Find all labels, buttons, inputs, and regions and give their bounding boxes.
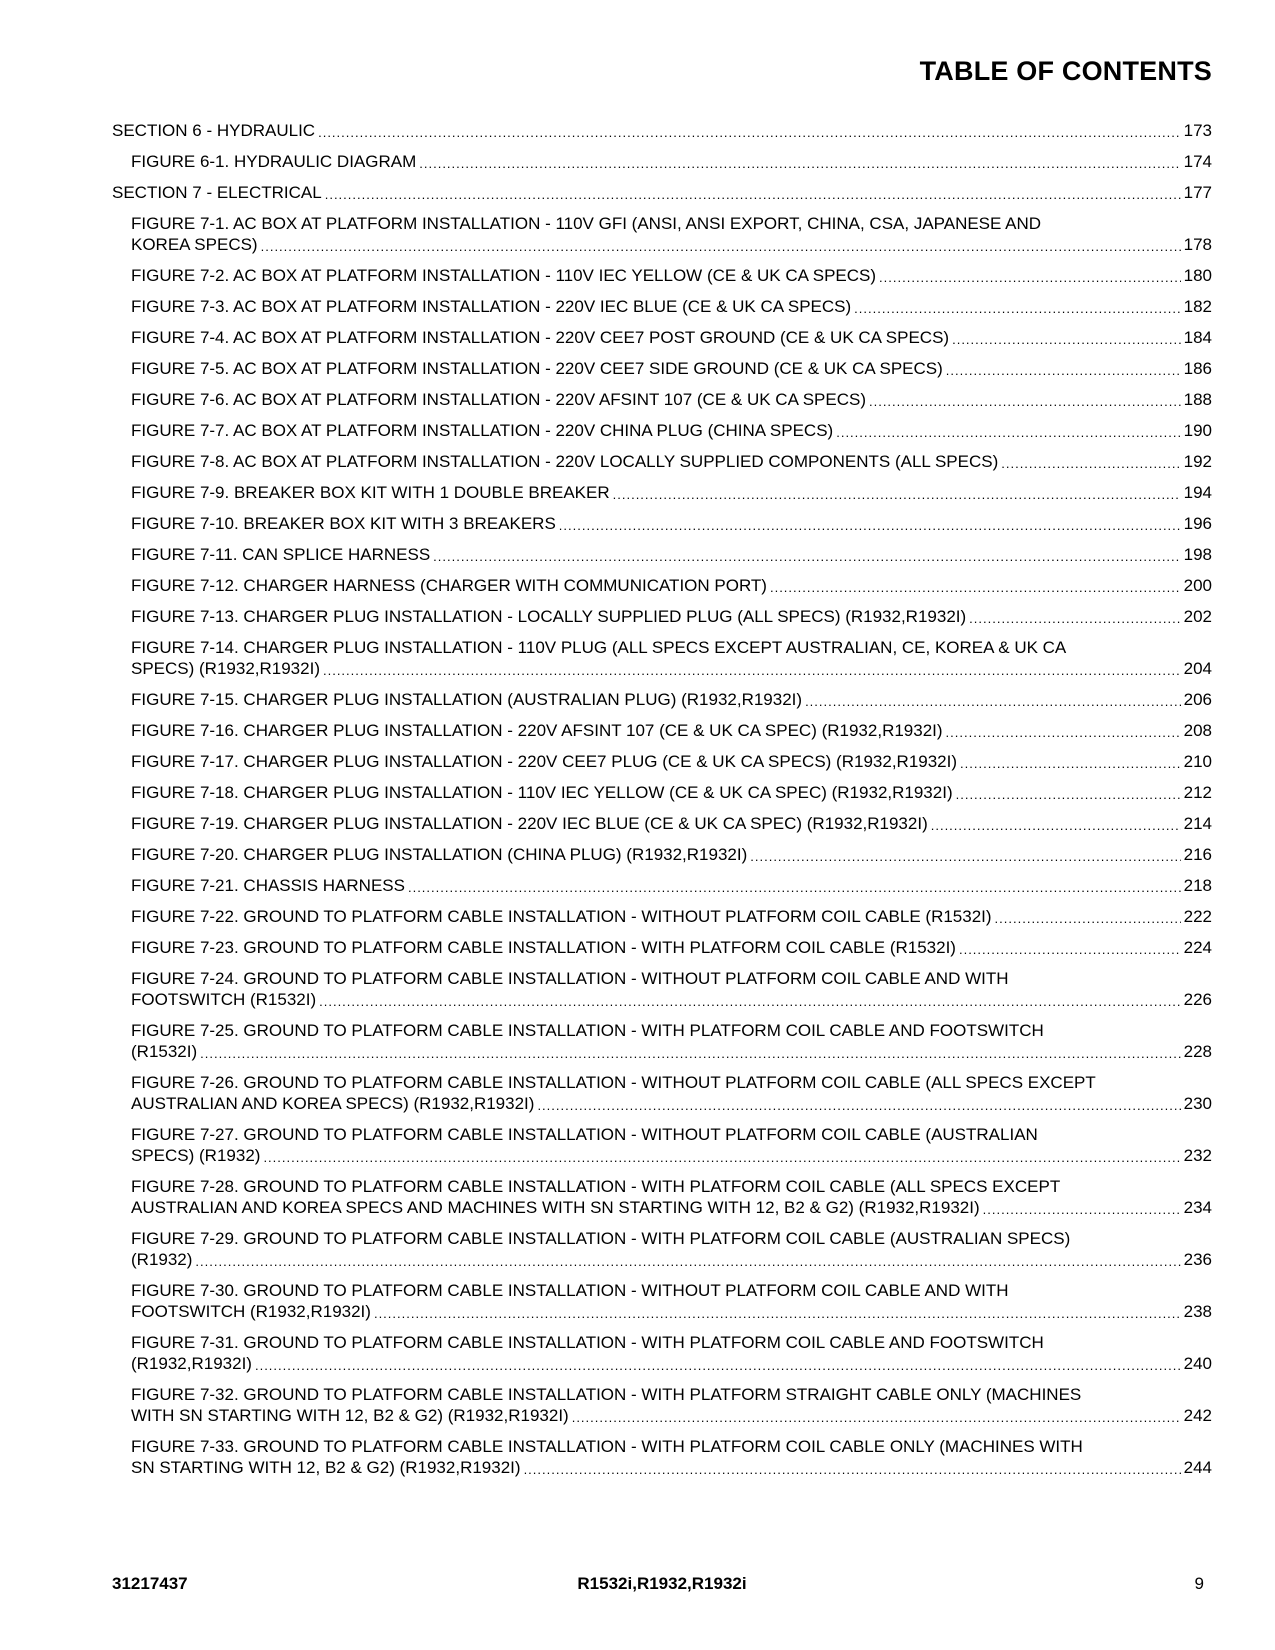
entry-line (131, 906, 1212, 927)
entry-page-number: 214 (1183, 814, 1212, 833)
entry-title: FIGURE 7-19. CHARGER PLUG INSTALLATION - 220V IEC BLUE (CE & UK CA SPEC) (R1932,R1932I) (131, 814, 928, 833)
entry-line (131, 1093, 1212, 1114)
entry-page-number: 218 (1183, 876, 1212, 895)
toc-figure-entry[interactable] (112, 1332, 1212, 1374)
dot-leader (750, 844, 1180, 865)
dot-leader (319, 989, 1181, 1010)
entry-page-number: 230 (1183, 1094, 1212, 1113)
dot-leader (318, 120, 1181, 141)
entry-title: FIGURE 7-12. CHARGER HARNESS (CHARGER WITH COMMUNICATION PORT) (131, 576, 767, 595)
entry-page-number: 182 (1183, 297, 1212, 316)
entry-title: FIGURE 6-1. HYDRAULIC DIAGRAM (131, 152, 417, 171)
dot-leader (255, 1353, 1181, 1374)
entry-page-number: 216 (1183, 845, 1212, 864)
entry-title-line: FIGURE 7-27. GROUND TO PLATFORM CABLE INSTALLATION - WITHOUT PLATFORM COIL CABLE (AUSTRALIAN (131, 1125, 1038, 1144)
dot-leader (408, 875, 1181, 896)
toc-figure-entry[interactable] (112, 875, 1212, 896)
entry-title: FIGURE 7-9. BREAKER BOX KIT WITH 1 DOUBLE BREAKER (131, 483, 610, 502)
entry-title-line: FIGURE 7-1. AC BOX AT PLATFORM INSTALLATION - 110V GFI (ANSI, ANSI EXPORT, CHINA, CSA, JAPANESE AND (131, 214, 1042, 233)
dot-leader (869, 389, 1181, 410)
dot-leader (263, 1145, 1180, 1166)
dot-leader (374, 1301, 1181, 1322)
dot-leader (261, 234, 1181, 255)
entry-page-number: 198 (1183, 545, 1212, 564)
entry-title: SECTION 7 - ELECTRICAL (112, 183, 322, 202)
entry-title: FIGURE 7-6. AC BOX AT PLATFORM INSTALLATION - 220V AFSINT 107 (CE & UK CA SPECS) (131, 390, 866, 409)
toc-figure-entry[interactable] (112, 451, 1212, 472)
entry-title: (R1932,R1932I) (131, 1354, 252, 1373)
entry-title: SECTION 6 - HYDRAULIC (112, 121, 316, 140)
entry-line (131, 358, 1212, 379)
entry-page-number: 202 (1183, 607, 1212, 626)
toc-figure-entry[interactable] (112, 513, 1212, 534)
model-names: R1532i,R1932,R1932i (577, 1574, 747, 1593)
entry-title: FIGURE 7-4. AC BOX AT PLATFORM INSTALLATION - 220V CEE7 POST GROUND (CE & UK CA SPECS) (131, 328, 950, 347)
entry-line (131, 265, 1212, 286)
entry-title: FIGURE 7-20. CHARGER PLUG INSTALLATION (CHINA PLUG) (R1932,R1932I) (131, 845, 748, 864)
entry-line (131, 513, 1212, 534)
entry-line (131, 151, 1212, 172)
entry-page-number: 200 (1183, 576, 1212, 595)
toc-figure-entry[interactable] (112, 968, 1212, 1010)
entry-title: AUSTRALIAN AND KOREA SPECS AND MACHINES WITH SN STARTING WITH 12, B2 & G2) (R1932,R1932I) (131, 1198, 980, 1217)
dot-leader (952, 327, 1181, 348)
entry-page-number: 212 (1183, 783, 1212, 802)
entry-line (131, 296, 1212, 317)
entry-title: FIGURE 7-7. AC BOX AT PLATFORM INSTALLATION - 220V CHINA PLUG (CHINA SPECS) (131, 421, 834, 440)
toc-figure-entry[interactable] (112, 1020, 1212, 1062)
entry-line (131, 813, 1212, 834)
dot-leader (524, 1457, 1181, 1478)
dot-leader (1001, 451, 1180, 472)
dot-leader (946, 358, 1181, 379)
entry-title: FIGURE 7-3. AC BOX AT PLATFORM INSTALLATION - 220V IEC BLUE (CE & UK CA SPECS) (131, 297, 852, 316)
entry-title: FIGURE 7-2. AC BOX AT PLATFORM INSTALLATION - 110V IEC YELLOW (CE & UK CA SPECS) (131, 266, 877, 285)
entry-line (131, 575, 1212, 596)
dot-leader (613, 482, 1181, 503)
entry-title: AUSTRALIAN AND KOREA SPECS) (R1932,R1932I) (131, 1094, 535, 1113)
toc-figure-entry[interactable] (112, 1072, 1212, 1114)
entry-title: KOREA SPECS) (131, 235, 258, 254)
entry-page-number: 226 (1183, 990, 1212, 1009)
entry-line (131, 1145, 1212, 1166)
toc-figure-entry[interactable] (112, 151, 1212, 172)
entry-page-number: 244 (1183, 1458, 1212, 1477)
entry-page-number: 232 (1183, 1146, 1212, 1165)
toc-figure-entry[interactable] (112, 389, 1212, 410)
toc-figure-entry[interactable] (112, 213, 1212, 255)
entry-title-line: FIGURE 7-26. GROUND TO PLATFORM CABLE INSTALLATION - WITHOUT PLATFORM COIL CABLE (ALL SPECS EXCEPT (131, 1073, 1096, 1092)
entry-title: FIGURE 7-22. GROUND TO PLATFORM CABLE INSTALLATION - WITHOUT PLATFORM COIL CABLE (R1532I) (131, 907, 992, 926)
entry-line (131, 875, 1212, 896)
dot-leader (433, 544, 1180, 565)
entry-page-number: 174 (1183, 152, 1212, 171)
toc-figure-entry[interactable] (112, 751, 1212, 772)
dot-leader (419, 151, 1180, 172)
entry-title-line: FIGURE 7-30. GROUND TO PLATFORM CABLE INSTALLATION - WITHOUT PLATFORM COIL CABLE AND WITH (131, 1281, 1009, 1300)
document-number: 31217437 (112, 1574, 188, 1593)
entry-title-line: FIGURE 7-14. CHARGER PLUG INSTALLATION - 110V PLUG (ALL SPECS EXCEPT AUSTRALIAN, CE, KOREA & UK CA (131, 638, 1067, 657)
entry-title: FIGURE 7-8. AC BOX AT PLATFORM INSTALLATION - 220V LOCALLY SUPPLIED COMPONENTS (ALL SPECS) (131, 452, 999, 471)
dot-leader (879, 265, 1181, 286)
toc-figure-entry[interactable] (112, 720, 1212, 741)
toc-figure-entry[interactable] (112, 637, 1212, 679)
entry-page-number: 206 (1183, 690, 1212, 709)
dot-leader (969, 606, 1180, 627)
dot-leader (537, 1093, 1180, 1114)
entry-title-line: FIGURE 7-31. GROUND TO PLATFORM CABLE INSTALLATION - WITH PLATFORM COIL CABLE AND FOOTSWITCH (131, 1333, 1044, 1352)
entry-line (131, 482, 1212, 503)
entry-line (131, 1249, 1212, 1270)
entry-page-number: 240 (1183, 1354, 1212, 1373)
entry-title: FIGURE 7-15. CHARGER PLUG INSTALLATION (AUSTRALIAN PLUG) (R1932,R1932I) (131, 690, 803, 709)
toc-figure-entry[interactable] (112, 906, 1212, 927)
entry-title-line: FIGURE 7-33. GROUND TO PLATFORM CABLE INSTALLATION - WITH PLATFORM COIL CABLE ONLY (MACHINES WITH (131, 1437, 1083, 1456)
entry-page-number: 236 (1183, 1250, 1212, 1269)
entry-title: SPECS) (R1932,R1932I) (131, 659, 320, 678)
entry-title: FIGURE 7-16. CHARGER PLUG INSTALLATION - 220V AFSINT 107 (CE & UK CA SPEC) (R1932,R1932I) (131, 721, 943, 740)
entry-title: SPECS) (R1932) (131, 1146, 261, 1165)
entry-title: FIGURE 7-11. CAN SPLICE HARNESS (131, 545, 431, 564)
entry-line (131, 234, 1212, 255)
entry-page-number: 190 (1183, 421, 1212, 440)
dot-leader (959, 937, 1181, 958)
entry-line (131, 420, 1212, 441)
toc-figure-entry[interactable] (112, 606, 1212, 627)
entry-page-number: 210 (1183, 752, 1212, 771)
dot-leader (995, 906, 1181, 927)
entry-line (131, 658, 1212, 679)
table-of-contents (112, 110, 1212, 1478)
entry-page-number: 180 (1183, 266, 1212, 285)
entry-line (131, 1197, 1212, 1218)
entry-line (131, 1457, 1212, 1478)
entry-page-number: 204 (1183, 659, 1212, 678)
toc-section-entry[interactable] (112, 182, 1212, 203)
toc-figure-entry[interactable] (112, 782, 1212, 803)
entry-line (131, 389, 1212, 410)
page-number: 9 (1194, 1574, 1204, 1593)
entry-title: FIGURE 7-21. CHASSIS HARNESS (131, 876, 405, 895)
entry-title: FIGURE 7-18. CHARGER PLUG INSTALLATION - 110V IEC YELLOW (CE & UK CA SPEC) (R1932,R1932I) (131, 783, 953, 802)
entry-line (112, 120, 1212, 141)
entry-line (131, 937, 1212, 958)
entry-page-number: 178 (1183, 235, 1212, 254)
entry-page-number: 224 (1183, 938, 1212, 957)
entry-title: WITH SN STARTING WITH 12, B2 & G2) (R1932,R1932I) (131, 1406, 569, 1425)
page-footer (112, 1574, 1212, 1598)
toc-figure-entry[interactable] (112, 1176, 1212, 1218)
entry-page-number: 242 (1183, 1406, 1212, 1425)
toc-figure-entry[interactable] (112, 575, 1212, 596)
entry-line (131, 989, 1212, 1010)
toc-figure-entry[interactable] (112, 1228, 1212, 1270)
dot-leader (956, 782, 1181, 803)
toc-section-entry[interactable] (112, 120, 1212, 141)
entry-page-number: 186 (1183, 359, 1212, 378)
entry-line (131, 327, 1212, 348)
entry-line (131, 1301, 1212, 1322)
dot-leader (983, 1197, 1181, 1218)
toc-figure-entry[interactable] (112, 937, 1212, 958)
entry-title-line: FIGURE 7-25. GROUND TO PLATFORM CABLE INSTALLATION - WITH PLATFORM COIL CABLE AND FOOTSWITCH (131, 1021, 1044, 1040)
entry-line (131, 720, 1212, 741)
entry-title: SN STARTING WITH 12, B2 & G2) (R1932,R1932I) (131, 1458, 521, 1477)
entry-page-number: 184 (1183, 328, 1212, 347)
dot-leader (200, 1041, 1180, 1062)
toc-figure-entry[interactable] (112, 1384, 1212, 1426)
entry-line (131, 844, 1212, 865)
toc-figure-entry[interactable] (112, 265, 1212, 286)
entry-page-number: 177 (1183, 183, 1212, 202)
dot-leader (836, 420, 1180, 441)
entry-title: FIGURE 7-5. AC BOX AT PLATFORM INSTALLATION - 220V CEE7 SIDE GROUND (CE & UK CA SPECS) (131, 359, 943, 378)
dot-leader (854, 296, 1180, 317)
dot-leader (946, 720, 1181, 741)
entry-title: FOOTSWITCH (R1932,R1932I) (131, 1302, 371, 1321)
entry-line (131, 1041, 1212, 1062)
entry-page-number: 222 (1183, 907, 1212, 926)
dot-leader (960, 751, 1181, 772)
entry-title-line: FIGURE 7-24. GROUND TO PLATFORM CABLE INSTALLATION - WITHOUT PLATFORM COIL CABLE AND WITH (131, 969, 1009, 988)
entry-title: (R1932) (131, 1250, 193, 1269)
entry-title: FIGURE 7-23. GROUND TO PLATFORM CABLE INSTALLATION - WITH PLATFORM COIL CABLE (R1532I) (131, 938, 956, 957)
entry-line (131, 1353, 1212, 1374)
entry-line (131, 782, 1212, 803)
entry-page-number: 234 (1183, 1198, 1212, 1217)
entry-title: FIGURE 7-17. CHARGER PLUG INSTALLATION - 220V CEE7 PLUG (CE & UK CA SPECS) (R1932,R1932I) (131, 752, 958, 771)
entry-page-number: 196 (1183, 514, 1212, 533)
entry-page-number: 208 (1183, 721, 1212, 740)
entry-title-line: FIGURE 7-29. GROUND TO PLATFORM CABLE INSTALLATION - WITH PLATFORM COIL CABLE (AUSTRALIAN SPECS) (131, 1229, 1071, 1248)
entry-line (131, 751, 1212, 772)
toc-figure-entry[interactable] (112, 813, 1212, 834)
entry-page-number: 194 (1183, 483, 1212, 502)
entry-line (131, 689, 1212, 710)
entry-page-number: 192 (1183, 452, 1212, 471)
toc-figure-entry[interactable] (112, 327, 1212, 348)
dot-leader (323, 658, 1181, 679)
entry-title-line: FIGURE 7-28. GROUND TO PLATFORM CABLE INSTALLATION - WITH PLATFORM COIL CABLE (ALL SPECS EXCEPT (131, 1177, 1061, 1196)
toc-figure-entry[interactable] (112, 296, 1212, 317)
entry-title: FIGURE 7-10. BREAKER BOX KIT WITH 3 BREAKERS (131, 514, 556, 533)
entry-line (112, 182, 1212, 203)
entry-page-number: 238 (1183, 1302, 1212, 1321)
entry-page-number: 173 (1183, 121, 1212, 140)
dot-leader (931, 813, 1181, 834)
page-title: TABLE OF CONTENTS (919, 56, 1212, 86)
toc-figure-entry[interactable] (112, 689, 1212, 710)
toc-figure-entry[interactable] (112, 844, 1212, 865)
dot-leader (572, 1405, 1181, 1426)
entry-title-line: FIGURE 7-32. GROUND TO PLATFORM CABLE INSTALLATION - WITH PLATFORM STRAIGHT CABLE ONLY (MACHINES (131, 1385, 1082, 1404)
dot-leader (770, 575, 1181, 596)
entry-line (131, 544, 1212, 565)
dot-leader (805, 689, 1181, 710)
entry-title: (R1532I) (131, 1042, 198, 1061)
toc-figure-entry[interactable] (112, 1124, 1212, 1166)
dot-leader (325, 182, 1181, 203)
toc-figure-entry[interactable] (112, 544, 1212, 565)
toc-figure-entry[interactable] (112, 358, 1212, 379)
entry-page-number: 228 (1183, 1042, 1212, 1061)
toc-figure-entry[interactable] (112, 1436, 1212, 1478)
toc-figure-entry[interactable] (112, 420, 1212, 441)
entry-line (131, 451, 1212, 472)
toc-figure-entry[interactable] (112, 1280, 1212, 1322)
toc-figure-entry[interactable] (112, 482, 1212, 503)
dot-leader (195, 1249, 1180, 1270)
dot-leader (559, 513, 1181, 534)
entry-title: FIGURE 7-13. CHARGER PLUG INSTALLATION - LOCALLY SUPPLIED PLUG (ALL SPECS) (R1932,R1932I) (131, 607, 967, 626)
entry-page-number: 188 (1183, 390, 1212, 409)
entry-title: FOOTSWITCH (R1532I) (131, 990, 317, 1009)
entry-line (131, 606, 1212, 627)
entry-line (131, 1405, 1212, 1426)
